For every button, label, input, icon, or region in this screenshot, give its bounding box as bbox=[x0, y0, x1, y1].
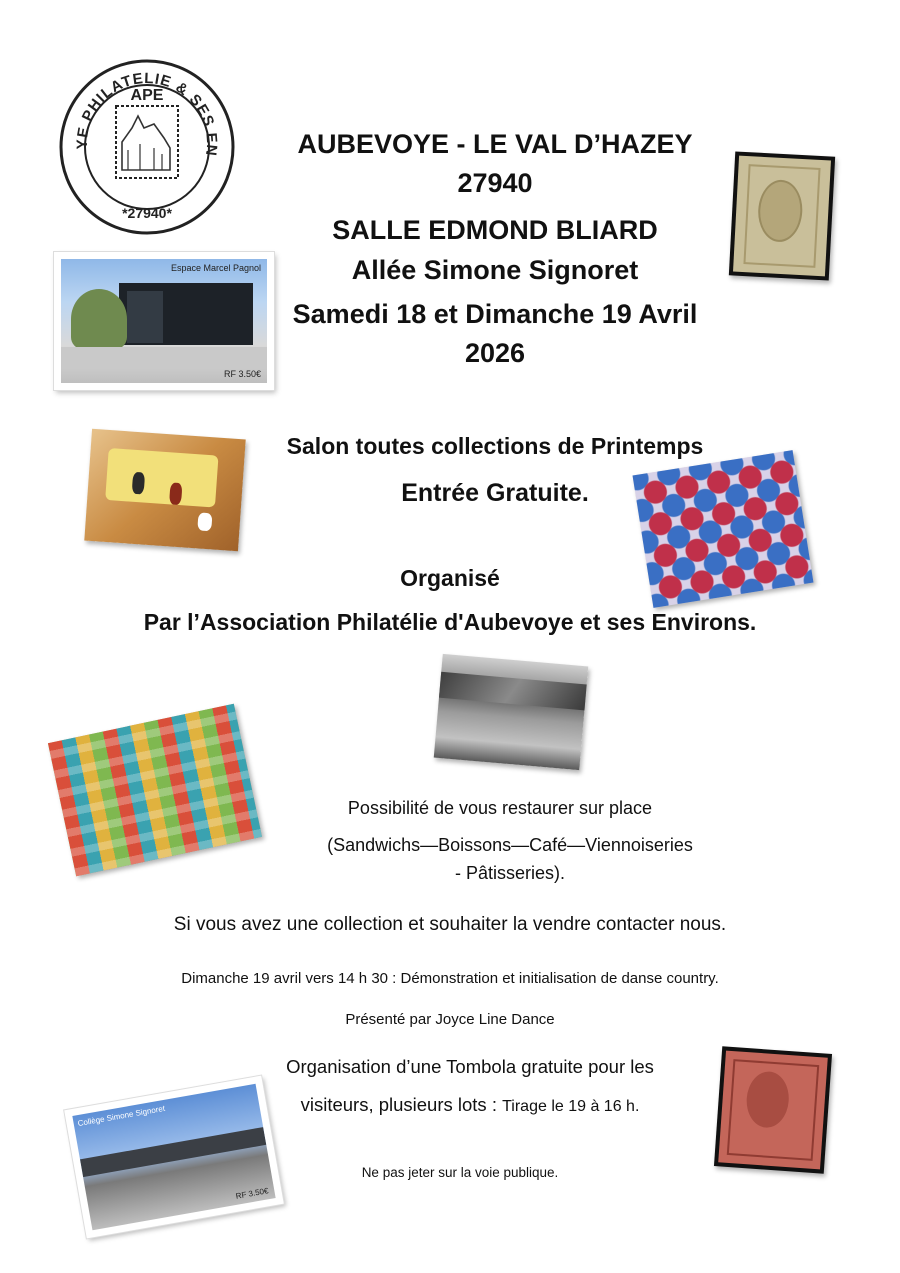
seal-arc-text: YE PHILATELIE & SES EN bbox=[73, 69, 221, 158]
organized-label: Organisé bbox=[400, 565, 500, 591]
college-caption: Collège Simone Signoret bbox=[76, 1103, 166, 1129]
town-heading: AUBEVOYE - LE VAL D’HAZEY bbox=[297, 129, 693, 159]
seal-bottom-text: *27940* bbox=[122, 205, 172, 221]
food-line-3: - Pâtisseries). bbox=[454, 863, 566, 883]
dance-demo-line: Dimanche 19 avril vers 14 h 30 : Démonstration et initialisation de danse country. bbox=[181, 970, 719, 987]
dates-heading: Samedi 18 et Dimanche 19 Avril bbox=[292, 299, 698, 329]
association-line: Par l’Association Philatélie d'Aubevoye et ses Environs. bbox=[143, 609, 757, 635]
tombola-draw-text: Tirage le 19 à 16 h. bbox=[502, 1098, 640, 1115]
photo-mountain-lake-postcard bbox=[434, 654, 589, 770]
stamp-king-george bbox=[714, 1046, 832, 1173]
sell-collection-line: Si vous avez une collection et souhaiter la vendre contacter nous. bbox=[173, 914, 727, 935]
year-heading: 2026 bbox=[464, 338, 526, 368]
college-value: RF 3.50€ bbox=[235, 1186, 270, 1201]
street-heading: Allée Simone Signoret bbox=[351, 255, 639, 285]
tombola-line-2 bbox=[210, 1092, 730, 1120]
pagnol-value: RF 3.50€ bbox=[223, 369, 261, 379]
hall-heading: SALLE EDMOND BLIARD bbox=[332, 215, 658, 245]
tombola-visitors-text: visiteurs, plusieurs lots : bbox=[300, 1094, 497, 1115]
salon-title: Salon toutes collections de Printemps bbox=[286, 433, 704, 459]
free-entry: Entrée Gratuite. bbox=[401, 479, 589, 507]
postcode-heading: 27940 bbox=[457, 168, 533, 198]
svg-text:AUBEVOYE PHILATELIE & SES ENVI bbox=[58, 58, 220, 157]
tombola-line-1: Organisation d’une Tombola gratuite pour les bbox=[286, 1056, 654, 1077]
food-line-1: Possibilité de vous restaurer sur place bbox=[347, 798, 653, 818]
litter-notice: Ne pas jeter sur la voie publique. bbox=[361, 1165, 559, 1180]
pagnol-caption: Espace Marcel Pagnol bbox=[170, 263, 261, 273]
seal-center-text: APE bbox=[130, 87, 164, 104]
presented-by-line: Présenté par Joyce Line Dance bbox=[345, 1011, 555, 1028]
food-line-2: (Sandwichs—Boissons—Café—Viennoiseries bbox=[327, 835, 693, 855]
